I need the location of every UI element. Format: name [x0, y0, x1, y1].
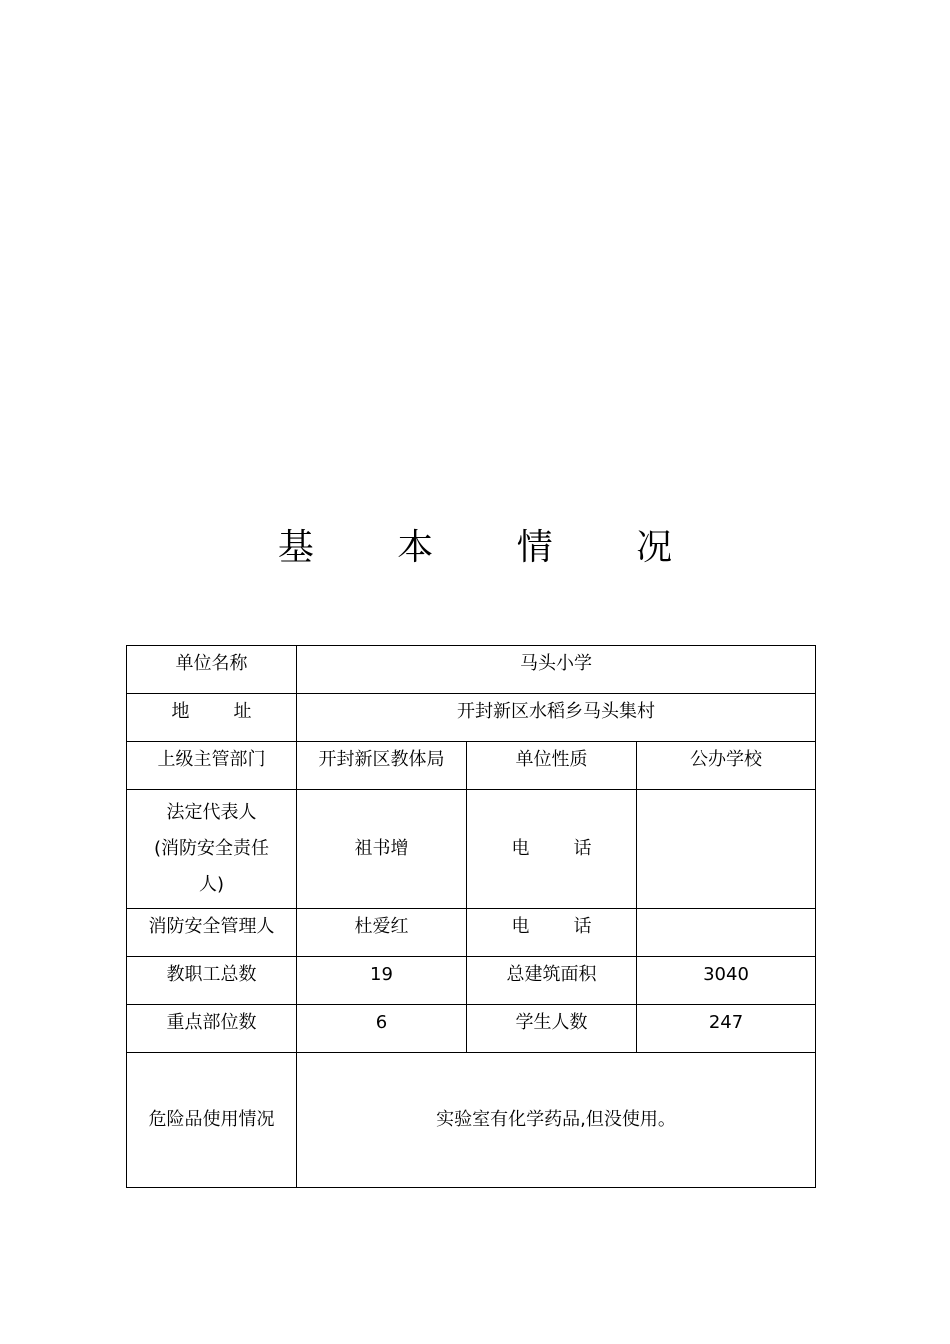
superior-value: 开封新区教体局 [297, 742, 467, 790]
legal-rep-value: 祖书增 [297, 790, 467, 909]
address-label [127, 694, 297, 742]
legal-rep-label-line1: 法定代表人 [166, 802, 257, 823]
address-value: 开封新区水稻乡马头集村 [297, 694, 816, 742]
basic-info-table [126, 645, 816, 1188]
staff-value: 19 [297, 957, 467, 1005]
address-label-a: 地 [171, 701, 190, 722]
area-value: 3040 [637, 957, 816, 1005]
fire-manager-phone-value [637, 909, 816, 957]
row-unit-name [127, 646, 816, 694]
row-key-parts [127, 1005, 816, 1053]
row-legal-rep [127, 790, 816, 909]
hazard-label: 危险品使用情况 [127, 1053, 297, 1188]
legal-rep-phone-label [467, 790, 637, 909]
legal-rep-label-line2: (消防安全责任 [153, 838, 270, 859]
nature-label: 单位性质 [467, 742, 637, 790]
hazard-value: 实验室有化学药品,但没使用。 [297, 1053, 816, 1188]
fire-manager-label: 消防安全管理人 [127, 909, 297, 957]
phone-label-b: 话 [573, 916, 592, 937]
area-label: 总建筑面积 [467, 957, 637, 1005]
fire-manager-phone-label [467, 909, 637, 957]
address-label-b: 址 [233, 701, 252, 722]
unit-name-label: 单位名称 [127, 646, 297, 694]
row-staff [127, 957, 816, 1005]
row-superior [127, 742, 816, 790]
students-label: 学生人数 [467, 1005, 637, 1053]
key-parts-label: 重点部位数 [127, 1005, 297, 1053]
legal-rep-label [127, 790, 297, 909]
key-parts-value: 6 [297, 1005, 467, 1053]
page-title: 基 本 情 况 [277, 527, 709, 568]
legal-rep-label-line3: 人) [198, 874, 225, 895]
phone-label-a: 电 [511, 916, 530, 937]
legal-rep-phone-value [637, 790, 816, 909]
phone-label-b: 话 [573, 838, 592, 859]
staff-label: 教职工总数 [127, 957, 297, 1005]
superior-label: 上级主管部门 [127, 742, 297, 790]
row-address [127, 694, 816, 742]
students-value: 247 [637, 1005, 816, 1053]
nature-value: 公办学校 [637, 742, 816, 790]
row-hazard [127, 1053, 816, 1188]
unit-name-value: 马头小学 [297, 646, 816, 694]
row-fire-manager [127, 909, 816, 957]
phone-label-a: 电 [511, 838, 530, 859]
fire-manager-value: 杜爱红 [297, 909, 467, 957]
